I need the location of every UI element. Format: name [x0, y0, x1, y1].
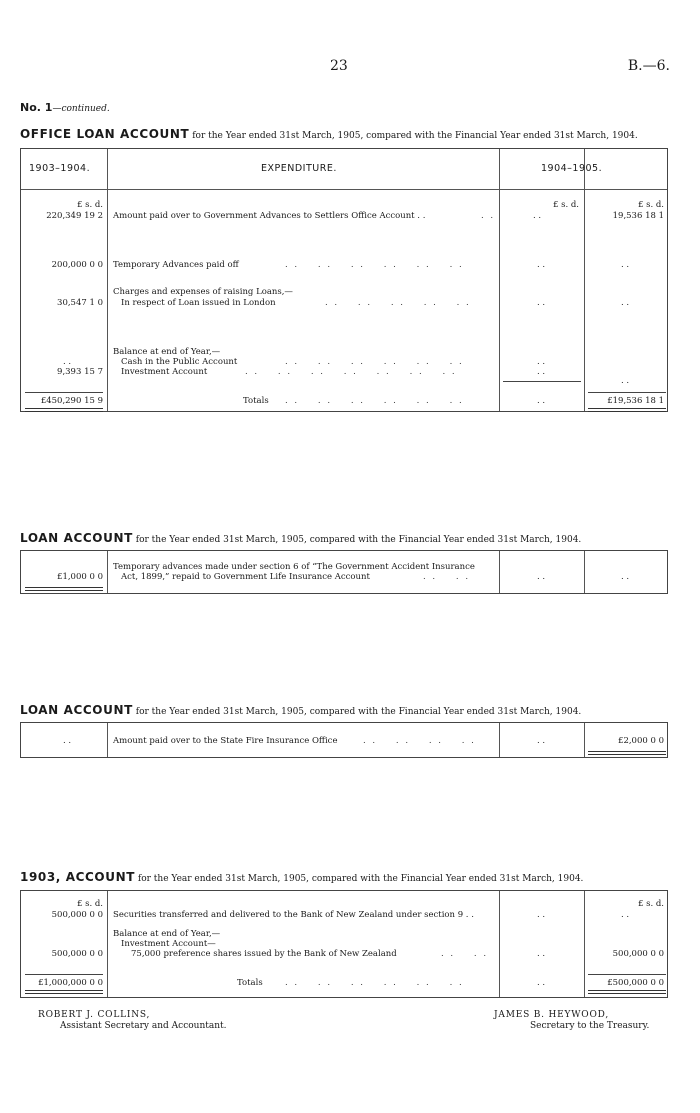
- account-1903-balance-desc: Balance at end of Year,—: [113, 929, 221, 939]
- loan-account-1-desc1: Temporary advances made under section 6 of “The Government Accident Insurance: [113, 562, 475, 572]
- loan-account-1-title-rest: for the Year ended 31st March, 1905, compared with the Financial Year ended 31st March, 1904.: [135, 535, 582, 545]
- office-loan-row2-desc: Temporary Advances paid off: [113, 260, 239, 270]
- loan-account-2-title-rest: for the Year ended 31st March, 1905, compared with the Financial Year ended 31st March, 1904.: [135, 707, 582, 717]
- page-number: 23: [330, 58, 348, 74]
- office-loan-balance-cash-prev: . .: [63, 357, 72, 367]
- schedule-number: No. 1: [20, 101, 53, 114]
- signature-left-name: ROBERT J. COLLINS,: [38, 1010, 151, 1020]
- account-1903-total-mid: . .: [537, 978, 546, 988]
- office-loan-currency-curr: £ s. d.: [637, 200, 664, 210]
- account-1903-row1-prev: 500,000 0 0: [51, 910, 103, 920]
- account-1903-row1-desc: Securities transferred and delivered to the Bank of New Zealand under section 9 . .: [113, 910, 474, 920]
- signature-left-title: Assistant Secretary and Accountant.: [60, 1021, 227, 1031]
- office-loan-title-bold: OFFICE LOAN ACCOUNT: [20, 127, 190, 141]
- account-1903-title: [20, 870, 583, 884]
- office-loan-row2-mid: . .: [537, 260, 546, 270]
- account-1903-shares-desc: 75,000 preference shares issued by the Bank of New Zealand: [131, 949, 397, 959]
- document-reference: B.—6.: [627, 58, 670, 74]
- account-1903-totals-label: Totals: [237, 978, 263, 988]
- account-1903-row2-mid: . .: [537, 949, 546, 959]
- loan-account-1-table: Temporary advances made under section 6 of “The Government Accident Insurance £1,000 0 0 Act, 1899,” repaid to Government Life Insurance Account . . . . . . . .: [20, 550, 668, 594]
- office-loan-balance-cash-mid: . .: [537, 357, 546, 367]
- office-loan-row1-prev: 220,349 19 2: [46, 211, 103, 221]
- continued-suffix: —continued.: [52, 104, 110, 114]
- office-loan-row1-curr: 19,536 18 1: [612, 211, 664, 221]
- account-1903-currency-prev: £ s. d.: [76, 899, 103, 909]
- loan-account-2-curr: £2,000 0 0: [618, 736, 664, 746]
- signature-right-name: JAMES B. HEYWOOD,: [494, 1010, 609, 1020]
- account-1903-row1-mid: . .: [537, 910, 546, 920]
- loan-account-1-title-bold: LOAN ACCOUNT: [20, 531, 133, 545]
- office-loan-row3-desc2: In respect of Loan issued in London: [121, 298, 276, 308]
- office-loan-row3-mid: . .: [537, 298, 546, 308]
- loan-account-1-curr: . .: [621, 572, 630, 582]
- loan-account-2-title-bold: LOAN ACCOUNT: [20, 703, 133, 717]
- signature-right: [494, 1010, 649, 1032]
- office-loan-title-rest: for the Year ended 31st March, 1905, compared with the Financial Year ended 31st March, 1904.: [192, 131, 638, 141]
- office-loan-col-prev: 1903–1904.: [29, 163, 91, 174]
- office-loan-balance-inv-prev: 9,393 15 7: [57, 367, 103, 377]
- account-1903-title-bold: 1903, ACCOUNT: [20, 870, 136, 884]
- account-1903-row1-curr: . .: [621, 910, 630, 920]
- office-loan-row2-prev: 200,000 0 0: [51, 260, 103, 270]
- loan-account-2-mid: . .: [537, 736, 546, 746]
- office-loan-total-prev: £450,290 15 9: [40, 396, 103, 406]
- loan-account-1-mid: . .: [537, 572, 546, 582]
- loan-account-2-table: . . Amount paid over to the State Fire Insurance Office . . . . . . . . . . £2,000 0 0: [20, 722, 668, 758]
- office-loan-row3-curr: . .: [621, 298, 630, 308]
- loan-account-2-desc: Amount paid over to the State Fire Insurance Office: [113, 736, 338, 746]
- office-loan-row1-desc: Amount paid over to Government Advances to Settlers Office Account . .: [113, 211, 426, 221]
- loan-account-1-prev: £1,000 0 0: [57, 572, 103, 582]
- office-loan-totals-label: Totals: [243, 396, 269, 406]
- office-loan-row2-curr: . .: [621, 260, 630, 270]
- office-loan-balance-inv-desc: Investment Account: [121, 367, 208, 377]
- office-loan-balance-desc: Balance at end of Year,—: [113, 347, 221, 357]
- signature-right-title: Secretary to the Treasury.: [530, 1021, 650, 1031]
- office-loan-table: 1903–1904. EXPENDITURE. 1904–1905. £ s. d. £ s. d. £ s. d. 220,349 19 2 Amount paid over to Government Advances to Settlers Office Account . . . . . . 19,536 18 1 200,000 0 0 Temporary Advances paid off . . . . . . . . . . . . . . . . Charges and expenses of raising Loans,— 30,547 1 0 In respect of Loan issued in London . . . . . . . . . . . . . . Balance at end of Year,— . . Cash in the Public Account . . . . . . . . . . . . . . 9,393 15 7 Investment Account . . . . . . . . . . . . . . . . . . £450,290 15 9 Totals . . . . . . . . . . . . . . £19,536 18 1: [20, 148, 668, 412]
- office-loan-col-desc: EXPENDITURE.: [261, 163, 337, 174]
- office-loan-row3-desc: Charges and expenses of raising Loans,—: [113, 287, 293, 297]
- account-1903-row2-curr: 500,000 0 0: [612, 949, 664, 959]
- account-1903-row2-prev: 500,000 0 0: [51, 949, 103, 959]
- office-loan-balance-inv-mid: . .: [537, 367, 546, 377]
- account-1903-title-rest: for the Year ended 31st March, 1905, compared with the Financial Year ended 31st March, 1904.: [137, 874, 584, 884]
- office-loan-title: [20, 127, 638, 141]
- account-1903-currency-curr: £ s. d.: [637, 899, 664, 909]
- office-loan-currency-mid: £ s. d.: [552, 200, 579, 210]
- loan-account-2-title: [20, 703, 581, 717]
- loan-account-2-prev: . .: [63, 736, 72, 746]
- office-loan-total-curr: £19,536 18 1: [607, 396, 664, 406]
- loan-account-1-title: [20, 531, 581, 545]
- loan-account-1-desc2: Act, 1899,” repaid to Government Life Insurance Account: [121, 572, 370, 582]
- account-1903-total-curr: £500,000 0 0: [607, 978, 664, 988]
- signature-left: [38, 1010, 227, 1032]
- office-loan-balance-cash-desc: Cash in the Public Account: [121, 357, 238, 367]
- office-loan-row1-mid: . .: [533, 211, 542, 221]
- office-loan-row3-prev: 30,547 1 0: [57, 298, 103, 308]
- office-loan-balance-curr: . .: [621, 376, 630, 386]
- account-1903-investment-desc: Investment Account—: [121, 939, 216, 949]
- continued-label: [20, 101, 110, 114]
- office-loan-col-curr: 1904–1905.: [541, 163, 603, 174]
- office-loan-total-mid: . .: [537, 396, 546, 406]
- account-1903-table: £ s. d. £ s. d. 500,000 0 0 Securities transferred and delivered to the Bank of New Zealand under section 9 . . . . . . Balance at end of Year,— Investment Account— 500,000 0 0 75,000 preference shares issued by the Bank of New Zealand . . . . . . 500,000 0 0 £1,000,000 0 0 Totals . . . . . . . . . . . . . . £500,000 0 0: [20, 890, 668, 998]
- account-1903-total-prev: £1,000,000 0 0: [38, 978, 103, 988]
- office-loan-currency-prev: £ s. d.: [76, 200, 103, 210]
